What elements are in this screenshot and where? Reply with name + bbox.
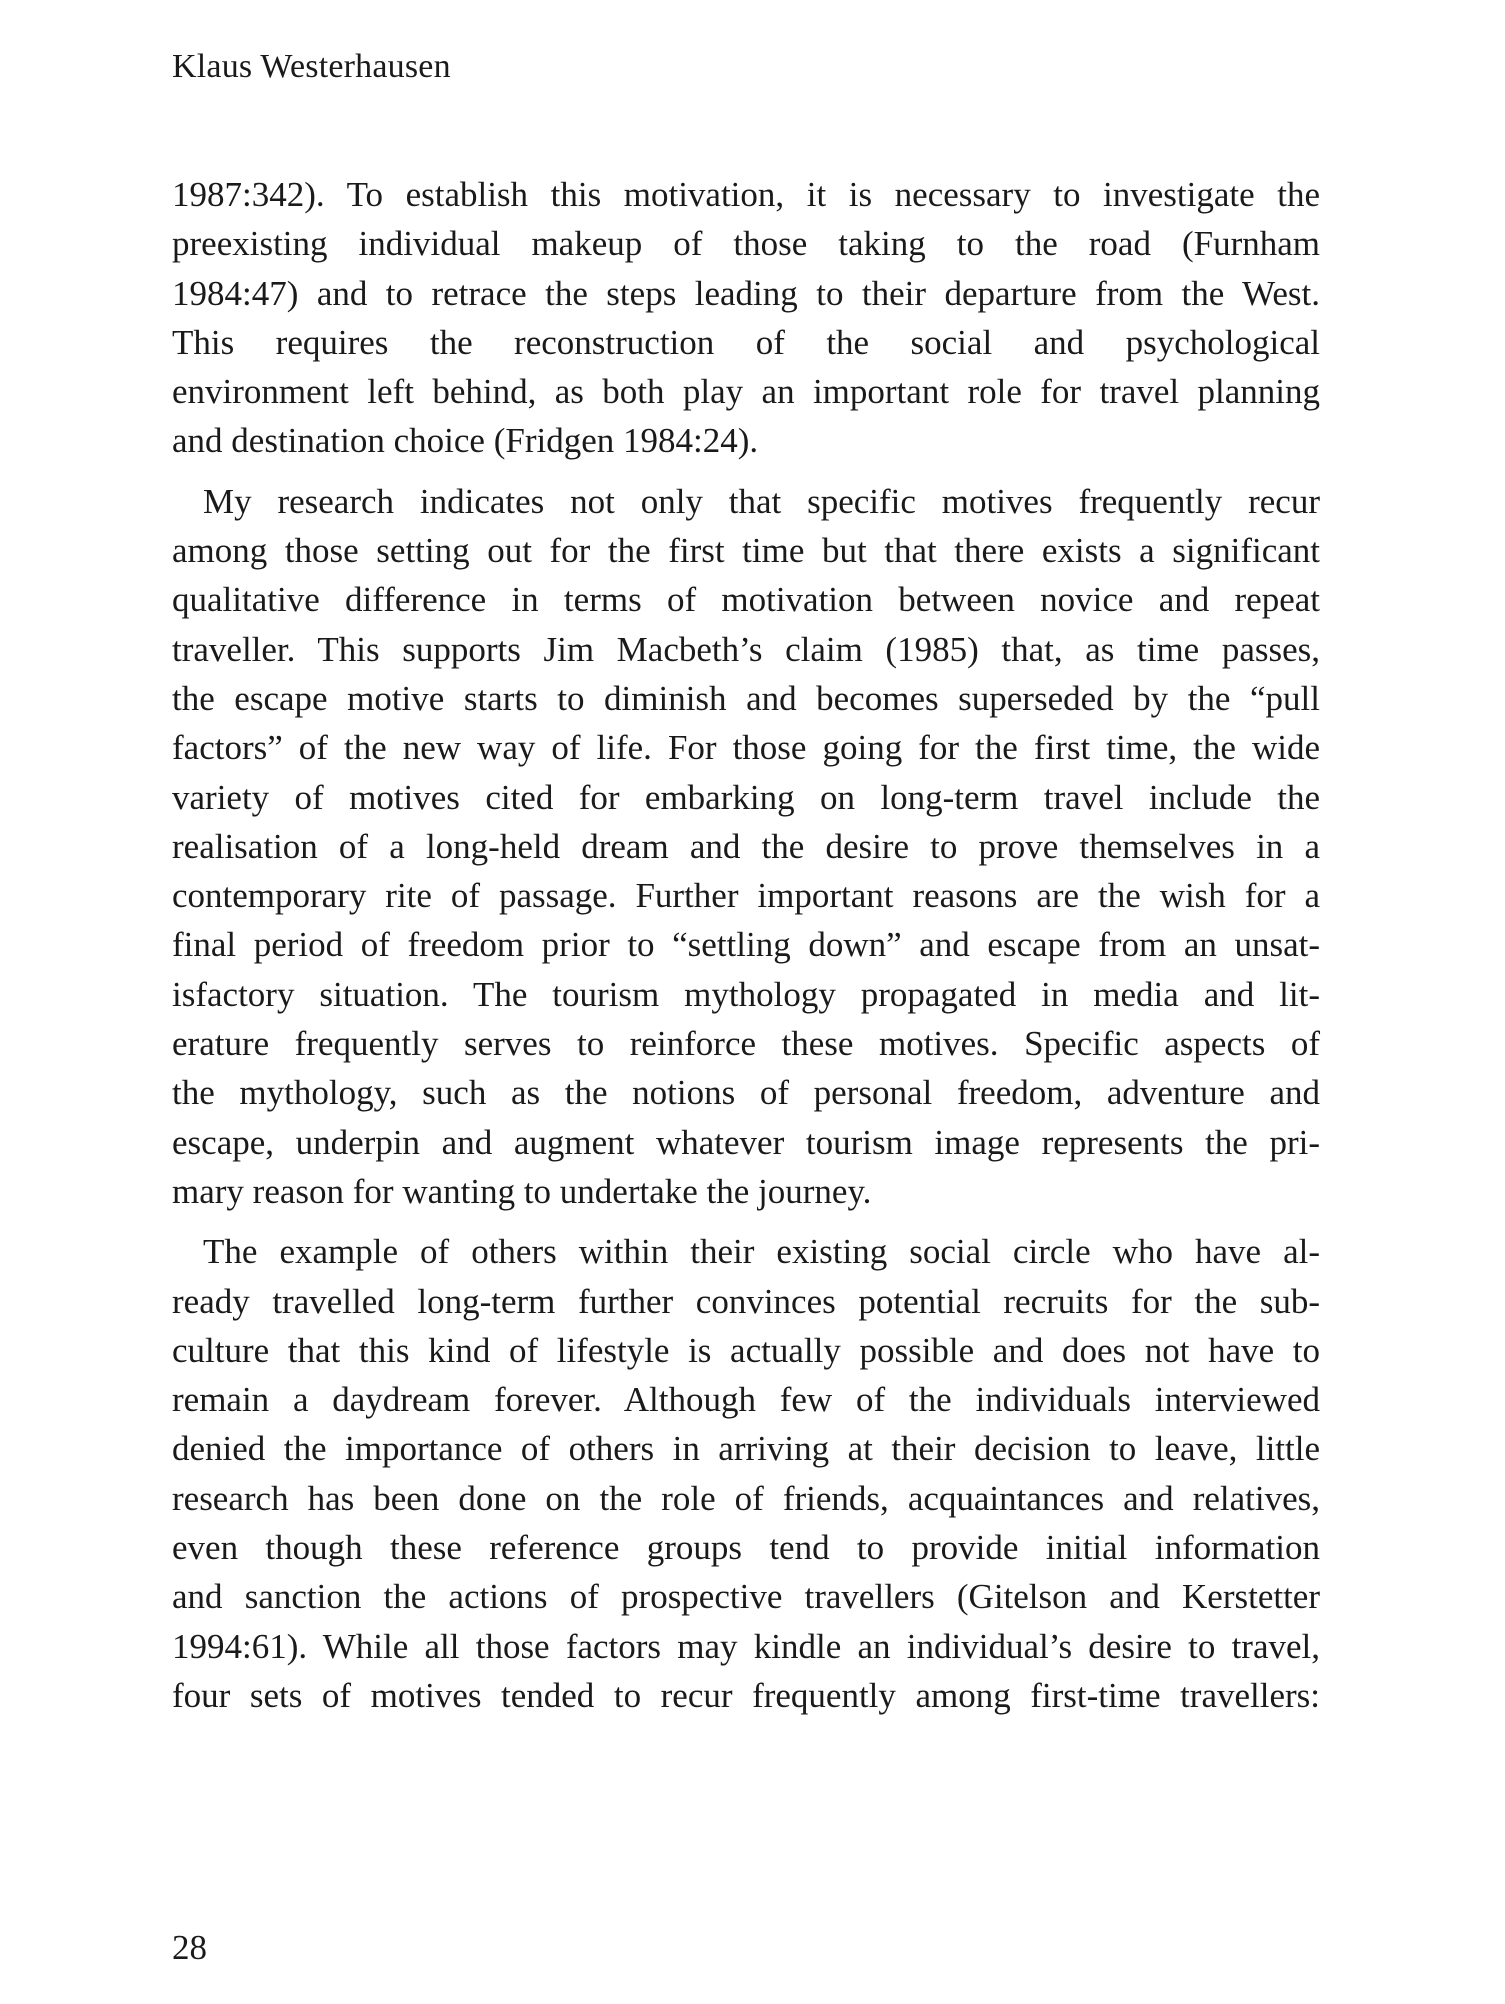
text-line: final period of freedom prior to “settling down” and escape from an unsat- <box>172 925 1320 965</box>
text-line: traveller. This supports Jim Macbeth’s claim (1985) that, as time passes, <box>172 629 1320 669</box>
text-line: denied the importance of others in arriving at their decision to leave, little <box>172 1429 1320 1469</box>
text-line: realisation of a long-held dream and the desire to prove themselves in a <box>172 826 1320 866</box>
text-line: environment left behind, as both play an important role for travel planning <box>172 372 1320 412</box>
text-line: and sanction the actions of prospective travellers (Gitelson and Kerstetter <box>172 1577 1320 1617</box>
text-line: erature frequently serves to reinforce these motives. Specific aspects of <box>172 1024 1320 1064</box>
page-number: 28 <box>172 1928 207 1967</box>
text-line: contemporary rite of passage. Further important reasons are the wish for a <box>172 876 1320 916</box>
text-line: among those setting out for the first time but that there exists a significant <box>172 531 1320 571</box>
text-line: four sets of motives tended to recur frequently among first-time travellers: <box>172 1675 1320 1715</box>
text-line: This requires the reconstruction of the social and psychological <box>172 322 1320 362</box>
text-line: the escape motive starts to diminish and becomes superseded by the “pull <box>172 678 1320 718</box>
text-line: ready travelled long-term further convinces potential recruits for the sub- <box>172 1281 1320 1321</box>
text-line: My research indicates not only that specific motives frequently recur <box>203 481 1320 521</box>
paragraph <box>172 477 1320 1216</box>
text-line: research has been done on the role of friends, acquaintances and relatives, <box>172 1478 1320 1518</box>
text-line: variety of motives cited for embarking on long-term travel include the <box>172 777 1320 817</box>
text-line: isfactory situation. The tourism mythology propagated in media and lit- <box>172 974 1320 1014</box>
text-line: 1987:342). To establish this motivation, it is necessary to investigate the <box>172 175 1320 214</box>
body-text <box>172 170 1320 1731</box>
text-line: the mythology, such as the notions of personal freedom, adventure and <box>172 1073 1320 1113</box>
paragraph <box>172 170 1320 466</box>
running-head-author: Klaus Westerhausen <box>172 48 451 85</box>
text-line: even though these reference groups tend to provide initial information <box>172 1528 1320 1568</box>
text-line: mary reason for wanting to undertake the journey. <box>172 1171 872 1211</box>
text-line: qualitative difference in terms of motivation between novice and repeat <box>172 580 1320 620</box>
paragraph <box>172 1227 1320 1720</box>
text-line: culture that this kind of lifestyle is actually possible and does not have to <box>172 1330 1320 1370</box>
text-line: escape, underpin and augment whatever tourism image represents the pri- <box>172 1122 1320 1162</box>
text-line: The example of others within their existing social circle who have al- <box>203 1232 1320 1272</box>
text-line: and destination choice (Fridgen 1984:24). <box>172 421 759 461</box>
text-line: remain a daydream forever. Although few of the individuals interviewed <box>172 1380 1320 1420</box>
text-line: preexisting individual makeup of those taking to the road (Furnham <box>172 224 1320 264</box>
text-line: 1994:61). While all those factors may kindle an individual’s desire to travel, <box>172 1626 1320 1666</box>
text-line: factors” of the new way of life. For those going for the first time, the wide <box>172 728 1320 768</box>
text-line: 1984:47) and to retrace the steps leading to their departure from the West. <box>172 273 1320 313</box>
